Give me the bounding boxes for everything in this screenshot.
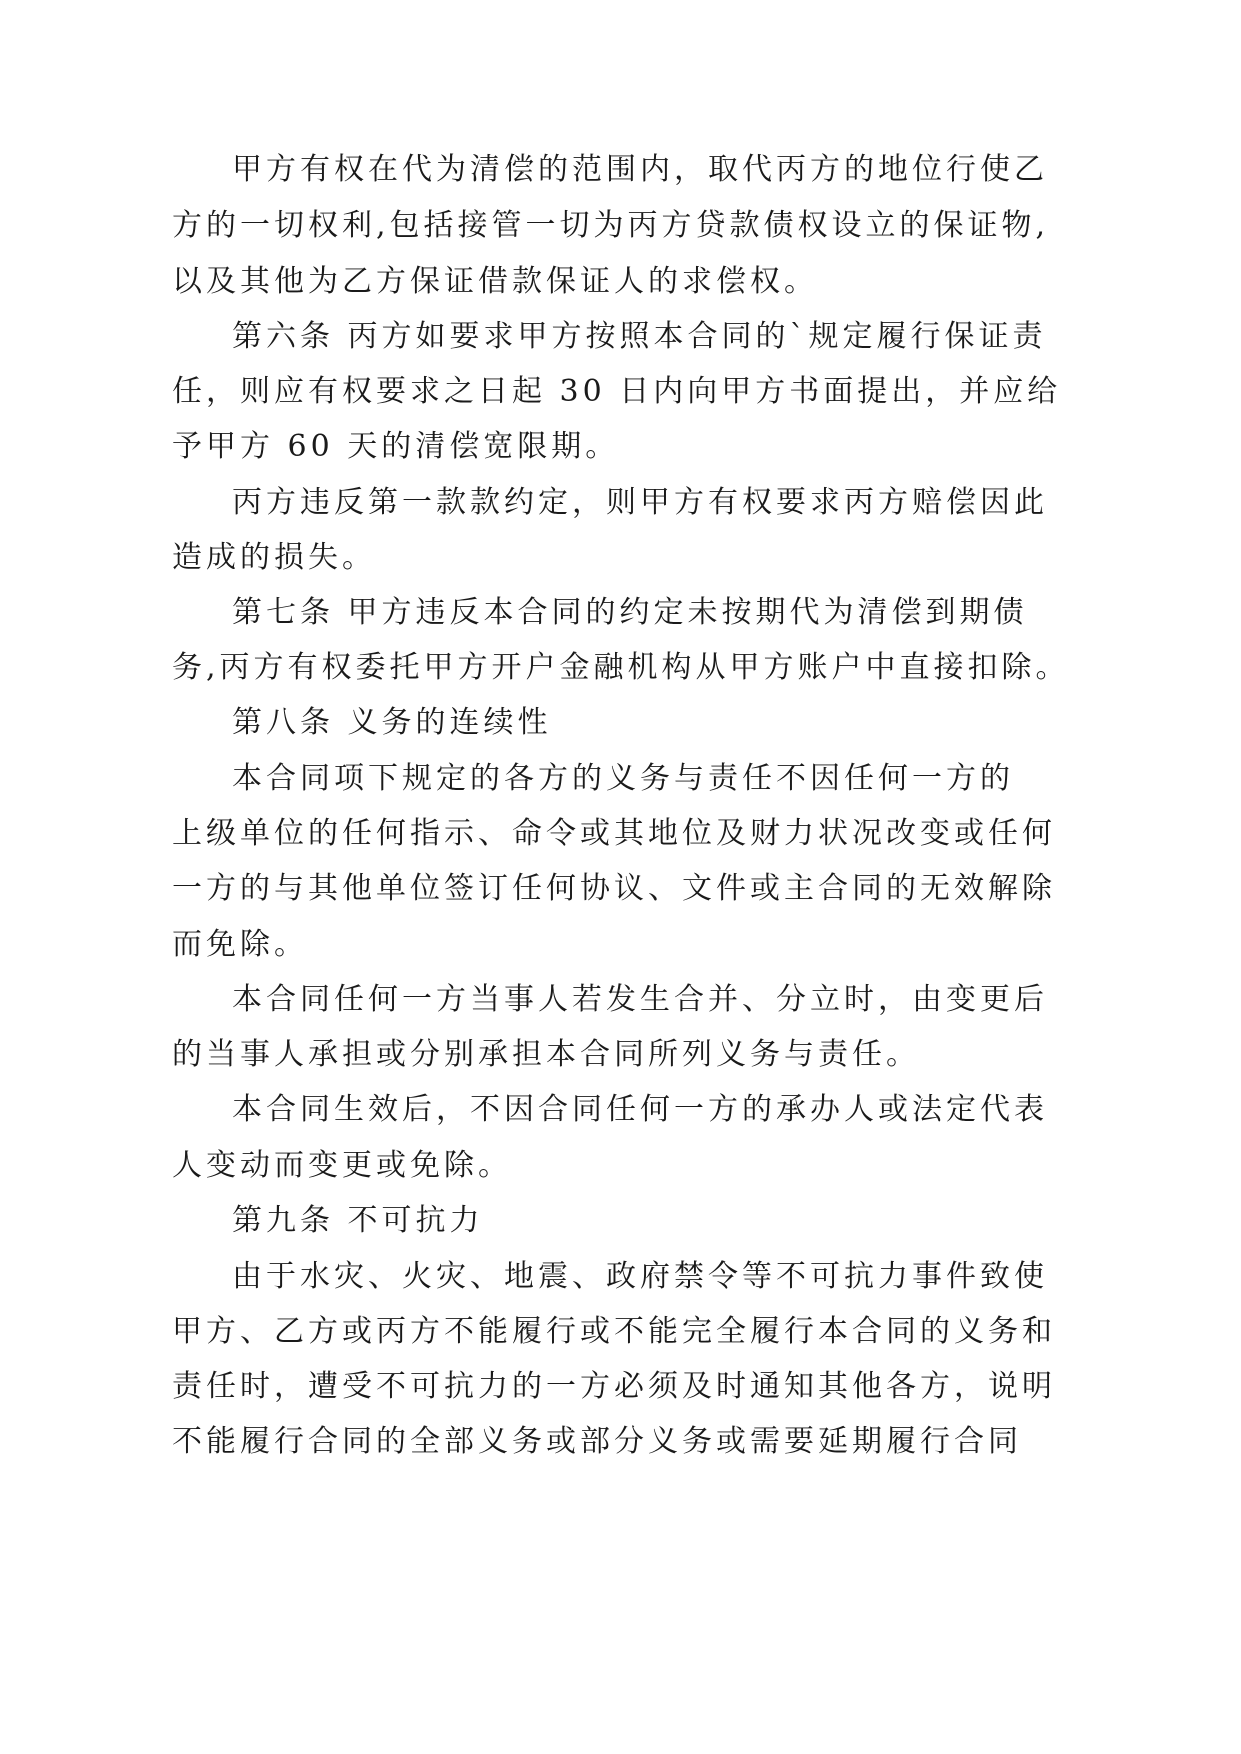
paragraph-line: 不能履行合同的全部义务或部分义务或需要延期履行合同 [172, 1424, 1022, 1459]
paragraph-line: 第六条 丙方如要求甲方按照本合同的`规定履行保证责 [232, 319, 1047, 354]
paragraph-line: 造成的损失。 [172, 540, 376, 575]
paragraph-line: 本合同生效后，不因合同任何一方的承办人或法定代表 [232, 1092, 1048, 1127]
paragraph-line: 本合同任何一方当事人若发生合并、分立时，由变更后 [232, 982, 1048, 1017]
paragraph-line: 以及其他为乙方保证借款保证人的求偿权。 [172, 264, 818, 299]
paragraph-line: 人变动而变更或免除。 [172, 1148, 512, 1183]
paragraph-line: 而免除。 [172, 927, 308, 962]
paragraph-line: 甲方、乙方或丙方不能履行或不能完全履行本合同的义务和 [172, 1314, 1056, 1349]
section-heading: 第八条 义务的连续性 [232, 705, 552, 740]
paragraph-line: 本合同项下规定的各方的义务与责任不因任何一方的 [232, 761, 1014, 796]
paragraph-line: 一方的与其他单位签订任何协议、文件或主合同的无效解除 [172, 871, 1056, 906]
paragraph-line: 责任时，遭受不可抗力的一方必须及时通知其他各方，说明 [172, 1369, 1056, 1404]
paragraph-line: 上级单位的任何指示、命令或其地位及财力状况改变或任何 [172, 816, 1056, 851]
paragraph-line: 丙方违反第一款款约定，则甲方有权要求丙方赔偿因此 [232, 485, 1048, 520]
paragraph-line: 甲方有权在代为清偿的范围内，取代丙方的地位行使乙 [232, 152, 1048, 187]
paragraph-line: 的当事人承担或分别承担本合同所列义务与责任。 [172, 1037, 920, 1072]
paragraph-line: 由于水灾、火灾、地震、政府禁令等不可抗力事件致使 [232, 1259, 1048, 1294]
paragraph-line: 任，则应有权要求之日起 30 日内向甲方书面提出，并应给 [172, 374, 1062, 409]
section-heading: 第九条 不可抗力 [232, 1203, 484, 1238]
paragraph-line: 方的一切权利,包括接管一切为丙方贷款债权设立的保证物, [172, 208, 1050, 243]
paragraph-line: 予甲方 60 天的清偿宽限期。 [172, 429, 620, 464]
paragraph-line: 务,丙方有权委托甲方开户金融机构从甲方账户中直接扣除。 [172, 650, 1070, 685]
paragraph-line: 第七条 甲方违反本合同的约定未按期代为清偿到期债 [232, 595, 1028, 630]
